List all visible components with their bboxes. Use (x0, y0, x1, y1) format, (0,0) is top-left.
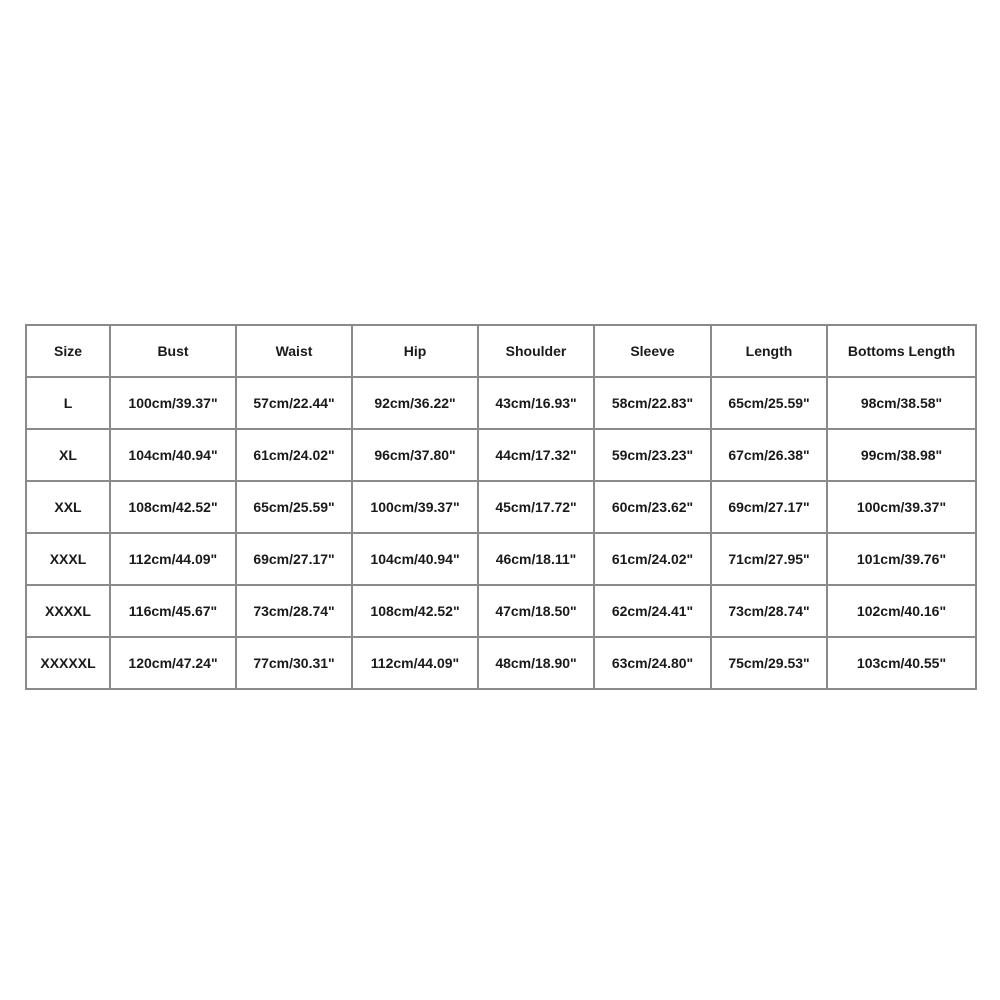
cell-bottoms-length: 98cm/38.58" (827, 377, 976, 429)
table-row (26, 637, 976, 689)
cell-hip: 108cm/42.52" (352, 585, 478, 637)
cell-length: 75cm/29.53" (711, 637, 827, 689)
cell-hip: 96cm/37.80" (352, 429, 478, 481)
cell-length: 65cm/25.59" (711, 377, 827, 429)
cell-length: 73cm/28.74" (711, 585, 827, 637)
table-row (26, 585, 976, 637)
table-row (26, 533, 976, 585)
cell-size: XXXXL (26, 585, 110, 637)
cell-bottoms-length: 102cm/40.16" (827, 585, 976, 637)
cell-size: XL (26, 429, 110, 481)
cell-waist: 65cm/25.59" (236, 481, 352, 533)
cell-sleeve: 61cm/24.02" (594, 533, 711, 585)
cell-size: L (26, 377, 110, 429)
cell-bust: 116cm/45.67" (110, 585, 236, 637)
cell-shoulder: 45cm/17.72" (478, 481, 594, 533)
header-length: Length (711, 325, 827, 377)
cell-length: 67cm/26.38" (711, 429, 827, 481)
header-hip: Hip (352, 325, 478, 377)
cell-bust: 120cm/47.24" (110, 637, 236, 689)
table-row (26, 481, 976, 533)
cell-length: 71cm/27.95" (711, 533, 827, 585)
cell-shoulder: 43cm/16.93" (478, 377, 594, 429)
header-sleeve: Sleeve (594, 325, 711, 377)
cell-sleeve: 62cm/24.41" (594, 585, 711, 637)
cell-size: XXXXXL (26, 637, 110, 689)
cell-sleeve: 58cm/22.83" (594, 377, 711, 429)
cell-hip: 92cm/36.22" (352, 377, 478, 429)
cell-bottoms-length: 101cm/39.76" (827, 533, 976, 585)
header-row (26, 325, 976, 377)
header-shoulder: Shoulder (478, 325, 594, 377)
cell-bottoms-length: 103cm/40.55" (827, 637, 976, 689)
cell-bottoms-length: 99cm/38.98" (827, 429, 976, 481)
cell-waist: 73cm/28.74" (236, 585, 352, 637)
cell-hip: 104cm/40.94" (352, 533, 478, 585)
size-chart-table (25, 324, 977, 690)
cell-waist: 69cm/27.17" (236, 533, 352, 585)
cell-length: 69cm/27.17" (711, 481, 827, 533)
cell-shoulder: 46cm/18.11" (478, 533, 594, 585)
cell-waist: 61cm/24.02" (236, 429, 352, 481)
cell-size: XXXL (26, 533, 110, 585)
cell-bust: 100cm/39.37" (110, 377, 236, 429)
cell-bottoms-length: 100cm/39.37" (827, 481, 976, 533)
cell-hip: 112cm/44.09" (352, 637, 478, 689)
table-row (26, 429, 976, 481)
cell-hip: 100cm/39.37" (352, 481, 478, 533)
cell-sleeve: 60cm/23.62" (594, 481, 711, 533)
cell-bust: 104cm/40.94" (110, 429, 236, 481)
cell-shoulder: 44cm/17.32" (478, 429, 594, 481)
header-waist: Waist (236, 325, 352, 377)
cell-size: XXL (26, 481, 110, 533)
cell-shoulder: 48cm/18.90" (478, 637, 594, 689)
header-bust: Bust (110, 325, 236, 377)
cell-shoulder: 47cm/18.50" (478, 585, 594, 637)
cell-bust: 108cm/42.52" (110, 481, 236, 533)
cell-bust: 112cm/44.09" (110, 533, 236, 585)
cell-waist: 77cm/30.31" (236, 637, 352, 689)
header-bottoms-length: Bottoms Length (827, 325, 976, 377)
table-row (26, 377, 976, 429)
cell-sleeve: 59cm/23.23" (594, 429, 711, 481)
header-size: Size (26, 325, 110, 377)
cell-sleeve: 63cm/24.80" (594, 637, 711, 689)
cell-waist: 57cm/22.44" (236, 377, 352, 429)
